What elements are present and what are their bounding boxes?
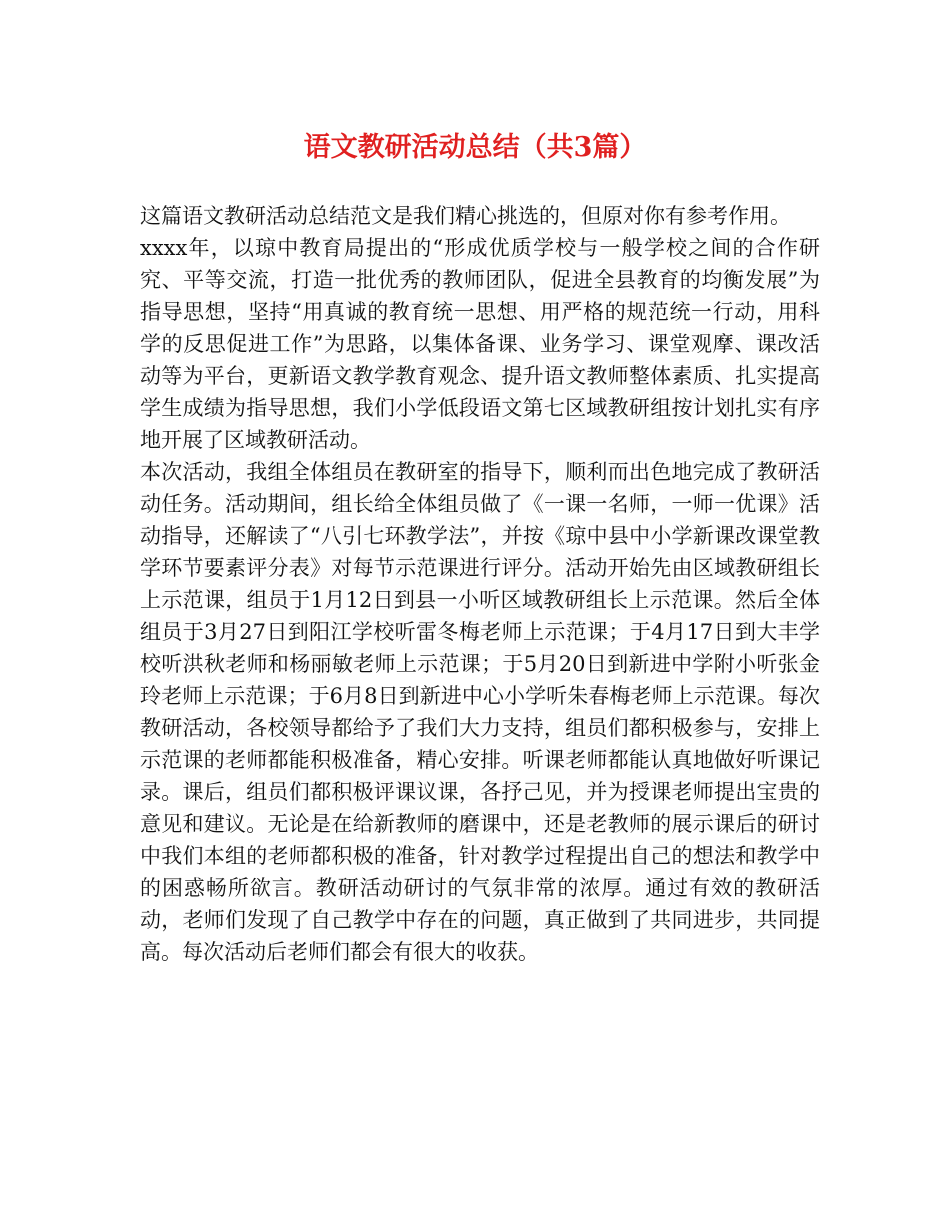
paragraph-activities: 本次活动，我组全体组员在教研室的指导下，顺利而出色地完成了教研活动任务。活动期间，组长给全体组员做了《一课一名师，一师一优课》活动指导，还解读了“八引七环教学法”，并按《琼中县中小学新课改课堂教学环节要素评分表》对每节示范课进行评分。活动开始先由区域教研组长上示范课，组员于1月12日到县一小听区域教研组长上示范课。然后全体组员于3月27日到阳江学校听雷冬梅老师上示范课；于4月17日到大丰学校听洪秋老师和杨丽敏老师上示范课；于5月20日到新进中学附小听张金玲老师上示范课；于6月8日到新进中心小学听朱春梅老师上示范课。每次教研活动，各校领导都给予了我们大力支持，组员们都积极参与，安排上示范课的老师都能积极准备，精心安排。听课老师都能认真地做好听课记录。课后，组员们都积极评课议课，各抒己见，并为授课老师提出宝贵的意见和建议。无论是在给新教师的磨课中，还是老教师的展示课后的研讨中我们本组的老师都积极的准备，针对教学过程提出自己的想法和教学中的困惑畅所欲言。教研活动研讨的气氛非常的浓厚。通过有效的教研活动，老师们发现了自己教学中存在的问题，真正做到了共同进步，共同提高。每次活动后老师们都会有很大的收获。 <box>140 460 820 964</box>
document-title: 语文教研活动总结（共3篇） <box>303 132 647 163</box>
paragraph-intro: 这篇语文教研活动总结范文是我们精心挑选的，但原对你有参考作用。 <box>140 204 791 228</box>
paragraph-background: xxxx年，以琼中教育局提出的“形成优质学校与一般学校之间的合作研究、平等交流，打造一批优秀的教师团队，促进全县教育的均衡发展”为指导思想，坚持“用真诚的教育统一思想、用严格的规范统一行动，用科学的反思促进工作”为思路，以集体备课、业务学习、课堂观摩、课改活动等为平台，更新语文教学教育观念、提升语文教师整体素质、扎实提高学生成绩为指导思想，我们小学低段语文第七区域教研组按计划扎实有序地开展了区域教研活动。 <box>140 236 820 452</box>
document-body <box>140 200 820 968</box>
